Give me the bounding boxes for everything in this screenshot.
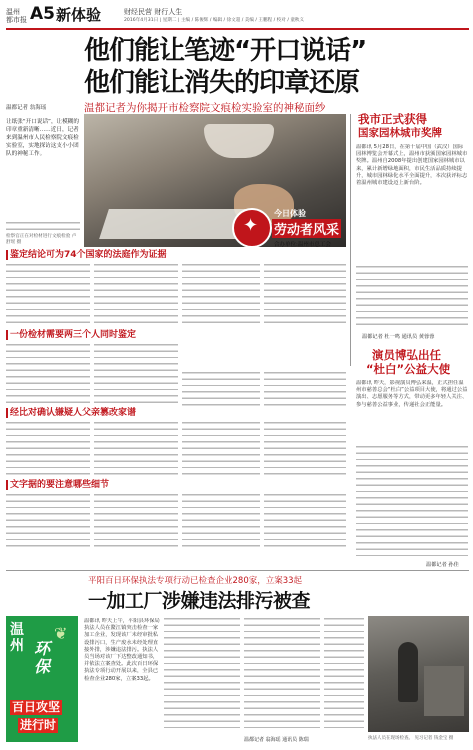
lead-body-1d bbox=[264, 264, 346, 326]
page-number: A5 bbox=[30, 4, 55, 24]
lead-body-4a bbox=[6, 494, 90, 550]
person-shape bbox=[398, 642, 418, 702]
badge-sub: 合办单位:温州市总工会 bbox=[274, 242, 331, 248]
badge-main: 劳动者风采 bbox=[272, 219, 341, 238]
bottom-body: 温都讯 昨天上午，平阳县环保局执法人员在鳌江镇突击检查一家加工企业，发现该厂未经审批私设排污口，生产废水未经处理直接外排，涉嫌违法排污。执法人员当场对该厂下达整改通知书，并依法立案查处。此次百日环保执法专项行动开展以来，全县已检查企业280家，立案33起。 bbox=[84, 618, 160, 682]
lead-body-4d bbox=[264, 494, 346, 550]
badge-emblem-icon: ✦ bbox=[243, 215, 259, 236]
feature-headline-1: 演员博弘出任 bbox=[372, 348, 441, 362]
subhead-4: 文字据的要注意哪些细节 bbox=[10, 480, 110, 490]
feature-headline-2: “杜白”公益大使 bbox=[366, 362, 451, 376]
subhead-2: 一份检材需要两三个人同时鉴定 bbox=[10, 330, 137, 340]
caption-text: 检察官正在对检材进行文痕检验 bbox=[6, 234, 71, 239]
lead-byline: 温都记者 翁海瑶 bbox=[6, 105, 47, 111]
lead-intro: 让纸张“开口说话”，让模糊的印章重新清晰……近日，记者来到温州市人民检察院文痕检实验室，实地探访这支小小团队的神秘工作。 bbox=[6, 119, 79, 157]
bottom-photo bbox=[368, 616, 469, 732]
lamp-shape bbox=[204, 124, 274, 158]
lead-body-4c bbox=[182, 494, 260, 550]
masthead-meta: 2016年4月31日 | 星期二 | 主编 / 陈俊辉 / 编辑 / 徐文超 / 美编 / 王鹏程 / 校对 / 童秋义 bbox=[124, 18, 305, 23]
subhead-1: 鉴定结论可为74个国家的法庭作为证据 bbox=[10, 250, 167, 260]
photo-credit: 卢舒瑶 摄 bbox=[6, 234, 77, 245]
bottom-byline: 温都记者 翁海瑶 通讯员 陈瑞 bbox=[244, 737, 309, 743]
sidebar-body: 温都讯 5月28日，在第十届中国（武汉）国际园林博览会开幕式上，温州市获颁国家园林城市奖牌。温州自2008年提出创建国家园林城市以来，累计新增绿地面积，市民生活品质持续提升，城市园林绿化水平全面提升，本次获评标志着温州城市建设迈上新台阶。 bbox=[356, 144, 468, 187]
sidebar-body-more bbox=[356, 266, 468, 330]
bottom-rule bbox=[6, 570, 469, 571]
sidebar-headline-1: 我市正式获得 bbox=[358, 112, 427, 126]
subhead-1-bar bbox=[6, 250, 8, 260]
sidebar-divider bbox=[350, 114, 351, 366]
lead-body-1a bbox=[6, 264, 90, 326]
bottom-body-2 bbox=[164, 618, 240, 732]
bottom-caption-text: 执法人员在现场检查。 bbox=[368, 736, 413, 741]
lead-body-3a bbox=[6, 422, 90, 478]
bottom-photo-credit: 见习记者 钱金宝 摄 bbox=[414, 736, 454, 741]
leaf-icon: ❦ bbox=[54, 624, 68, 643]
lead-headline-1: 他们能让笔迹“开口说话” bbox=[84, 36, 367, 66]
bottom-badge-word: 环保 bbox=[34, 639, 51, 676]
bottom-body-3 bbox=[244, 618, 320, 732]
paper-name: 温州 都市报 bbox=[6, 8, 27, 24]
feature-body: 温都讯 昨天，影视演员博弘来温，正式担任温州市慈善总会“杜白”公益项目大使，将通过公益演出、志愿服务等方式，带动更多年轻人关注、参与慈善公益事业，传递社会正能量。 bbox=[356, 380, 468, 408]
section-title: 新体验 bbox=[56, 6, 102, 24]
masthead-rule bbox=[6, 28, 469, 30]
lead-body-2b bbox=[94, 344, 178, 406]
lead-body-1c bbox=[182, 264, 260, 326]
sidebar-headline-2: 国家园林城市奖牌 bbox=[358, 127, 442, 139]
lead-body-3b bbox=[94, 422, 178, 478]
lead-body-2a bbox=[6, 344, 90, 406]
lead-body-3d bbox=[264, 422, 346, 478]
lead-body-3c bbox=[182, 422, 260, 478]
lead-body-2d bbox=[264, 372, 346, 406]
masthead bbox=[6, 4, 469, 32]
lead-left-text bbox=[6, 222, 80, 234]
bottom-badge-title-2: 进行时 bbox=[20, 718, 57, 732]
lead-deck: 温都记者为你揭开市检察院文痕检实验室的神秘面纱 bbox=[84, 102, 326, 114]
badge-top: 今日体验 bbox=[274, 209, 306, 218]
bottom-badge-title-1: 百日攻坚 bbox=[12, 700, 61, 714]
subhead-2-bar bbox=[6, 330, 8, 340]
lead-body-4b bbox=[94, 494, 178, 550]
document-shape bbox=[99, 209, 249, 239]
lead-body-2c bbox=[182, 372, 260, 406]
subhead-3-bar bbox=[6, 408, 8, 418]
subhead-3: 经比对确认嫌疑人父亲篡改家谱 bbox=[10, 408, 137, 418]
feature-body-more bbox=[356, 446, 468, 558]
sidebar-byline: 温都记者 杜一鸣 通讯员 黄蓉蓉 bbox=[362, 334, 435, 340]
bottom-headline: 一加工厂涉嫌违法排污被查 bbox=[88, 590, 311, 612]
feature-badge bbox=[232, 208, 344, 252]
bottom-badge-city: 温州 bbox=[10, 622, 24, 654]
bottom-badge bbox=[6, 616, 78, 742]
lead-headline-2: 他们能让消失的印章还原 bbox=[84, 68, 360, 98]
masthead-slogan: 财经民营 财行人生 bbox=[124, 8, 183, 16]
machine-shape bbox=[424, 666, 464, 716]
feature-byline: 温都记者 孙佳 bbox=[426, 562, 459, 568]
lead-body-1b bbox=[94, 264, 178, 326]
subhead-4-bar bbox=[6, 480, 8, 490]
bottom-kicker: 平阳百日环保执法专项行动已检查企业280家，立案33起 bbox=[88, 576, 303, 586]
bottom-photo-caption bbox=[368, 735, 469, 741]
bottom-body-4 bbox=[324, 618, 364, 732]
lead-photo-caption bbox=[6, 234, 80, 246]
